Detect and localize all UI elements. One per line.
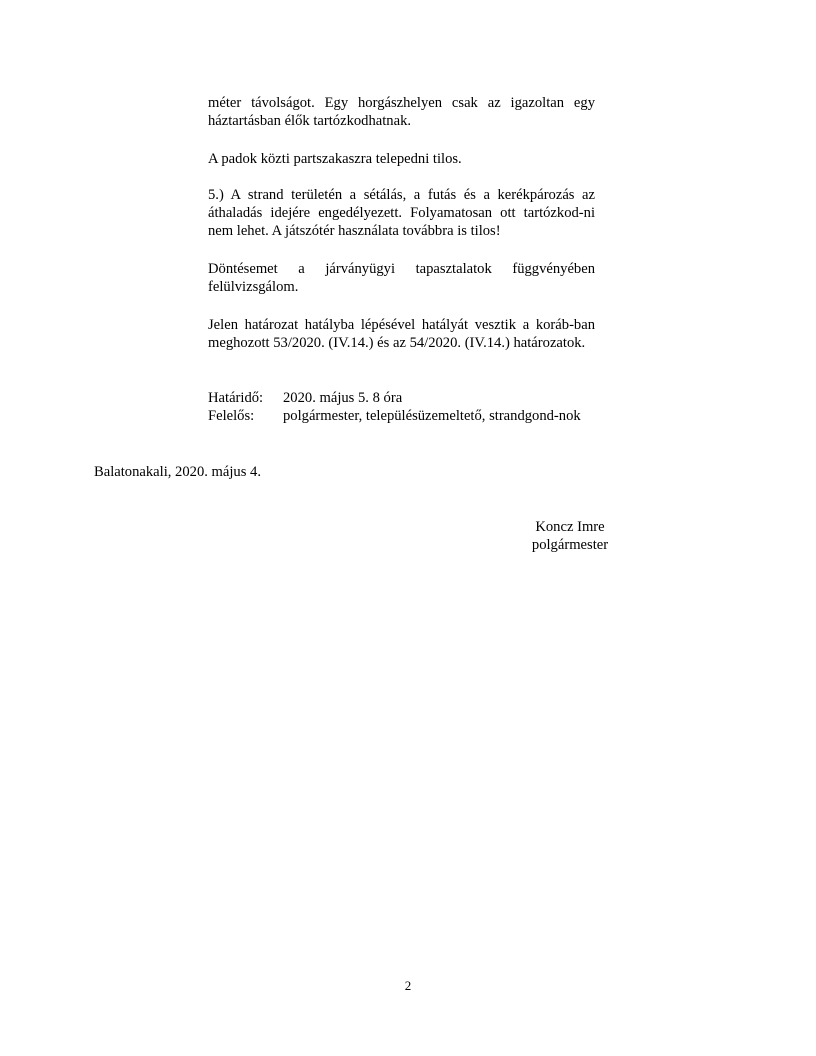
signatory-title: polgármester [531, 537, 609, 553]
paragraph-text: Jelen határozat hatályba lépésével hatályát vesztik a koráb-ban meghozott 53/2020. (IV.14.) és az 54/2020. (IV.14.) határozatok. [208, 317, 595, 351]
place-and-date: Balatonakali, 2020. május 4. [94, 464, 261, 480]
responsible-row [208, 407, 595, 425]
deadline-row [208, 389, 595, 407]
responsible-value: polgármester, településüzemeltető, strandgond-nok [283, 408, 581, 424]
paragraph-shore-rule [208, 150, 595, 168]
signatory-name: Koncz Imre [535, 519, 605, 535]
paragraph-review [208, 260, 595, 296]
signature-block [470, 518, 670, 554]
deadline-label: Határidő: [208, 390, 264, 406]
paragraph-text: 5.) A strand területén a sétálás, a futás és a kerékpározás az áthaladás idejére engedélyezett. Folyamatosan ott tartózkod-ni nem lehet. A játszótér használata továbbra is tilos! [208, 187, 595, 239]
deadline-value: 2020. május 5. 8 óra [283, 390, 403, 406]
page-number: 2 [404, 978, 412, 993]
responsibility-block [208, 389, 595, 425]
paragraph-text: méter távolságot. Egy horgászhelyen csak az igazoltan egy háztartásban élők tartózkodhatnak. [208, 95, 595, 129]
paragraph-text: Döntésemet a járványügyi tapasztalatok függvényében felülvizsgálom. [208, 261, 595, 295]
paragraph-repeal [208, 316, 595, 352]
paragraph-text: A padok közti partszakaszra telepedni tilos. [208, 151, 462, 167]
paragraph-beach-rules [208, 186, 595, 240]
paragraph-angling-rules [208, 94, 595, 130]
responsible-label: Felelős: [208, 408, 255, 424]
